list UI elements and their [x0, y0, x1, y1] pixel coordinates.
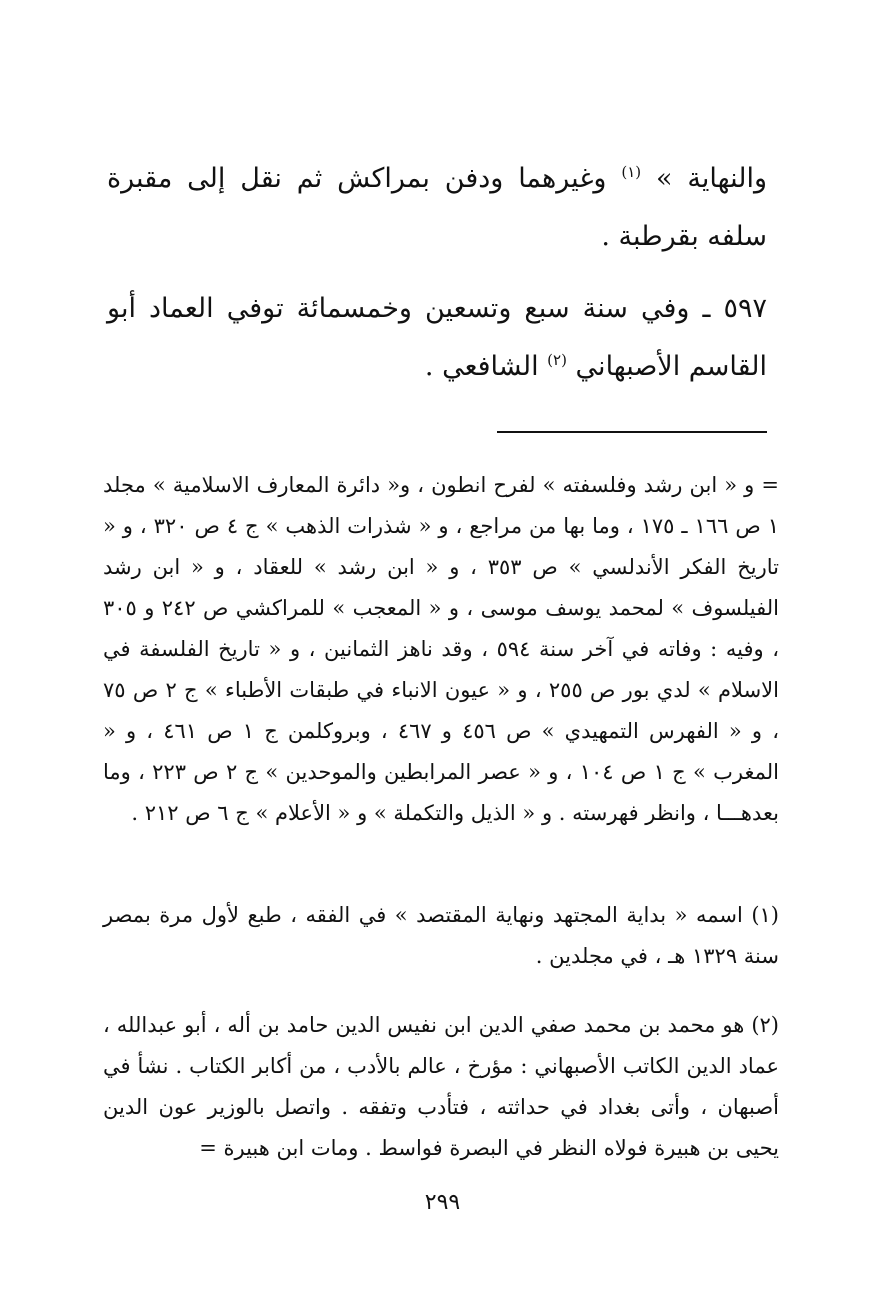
footnote-1: (١) اسمه « بداية المجتهد ونهاية المقتصد » في الفقه ، طبع لأول مرة بمصر سنة ١٣٢٩ هـ ، في مجلدين . [103, 903, 779, 968]
para1-text: والنهاية » [656, 163, 767, 194]
para2-text: ٥٩٧ ـ وفي سنة سبع وتسعين وخمسمائة توفي العماد أبو القاسم الأصبهاني [107, 293, 767, 382]
para1-rest: وغيرهما ودفن بمراكش ثم نقل إلى مقبرة سلفه بقرطبة . [107, 163, 767, 252]
footnote-ref-1: (١) [621, 163, 642, 181]
main-paragraph-1 [107, 150, 767, 266]
main-paragraph-2 [107, 280, 767, 396]
footnote-ref-2: (٢) [547, 351, 567, 369]
footnote-continuation: = و « ابن رشد وفلسفته » لفرح انطون ، و« دائرة المعارف الاسلامية » مجلد ١ ص ١٦٦ ـ ١٧٥ ، وما بها من مراجع ، و « شذرات الذهب » ج ٤ ص ٣٢٠ ، و « تاريخ الفكر الأندلسي » ص ٣٥٣ ، و « ابن رشد » للعقاد ، و « ابن رشد الفيلسوف » لمحمد يوسف موسى ، و « المعجب » للمراكشي ص ٢٤٢ و ٣٠٥ ، وفيه : وفاته في آخر سنة ٥٩٤ ، وقد ناهز الثمانين ، و « تاريخ الفلسفة في الاسلام » لدي بور ص ٢٥٥ ، و « عيون الانباء في طبقات الأطباء » ج ٢ ص ٧٥ ، و « الفهرس التمهيدي » ص ٤٥٦ و ٤٦٧ ، وبروكلمن ج ١ ص ٤٦١ ، و « المغرب » ج ١ ص ١٠٤ ، و « عصر المرابطين والموحدين » ج ٢ ص ٢٢٣ ، وما بعدهـــا ، وانظر فهرسته . و « الذيل والتكملة » و « الأعلام » ج ٦ ص ٢١٢ . [103, 473, 779, 825]
footnote-divider [497, 431, 767, 433]
page-number: ٢٩٩ [424, 1190, 461, 1215]
para2-rest: الشافعي . [424, 351, 539, 382]
footnote-2: (٢) هو محمد بن محمد صفي الدين ابن نفيس الدين حامد بن أله ، أبو عبدالله ، عماد الدين الكاتب الأصبهاني : مؤرخ ، عالم بالأدب ، من أكابر الكتاب . نشأ في أصبهان ، وأتى بغداد في حداثته ، فتأدب وتفقه . واتصل بالوزير عون الدين يحيى بن هبيرة فولاه النظر في البصرة فواسط . ومات ابن هبيرة = [103, 1013, 779, 1160]
